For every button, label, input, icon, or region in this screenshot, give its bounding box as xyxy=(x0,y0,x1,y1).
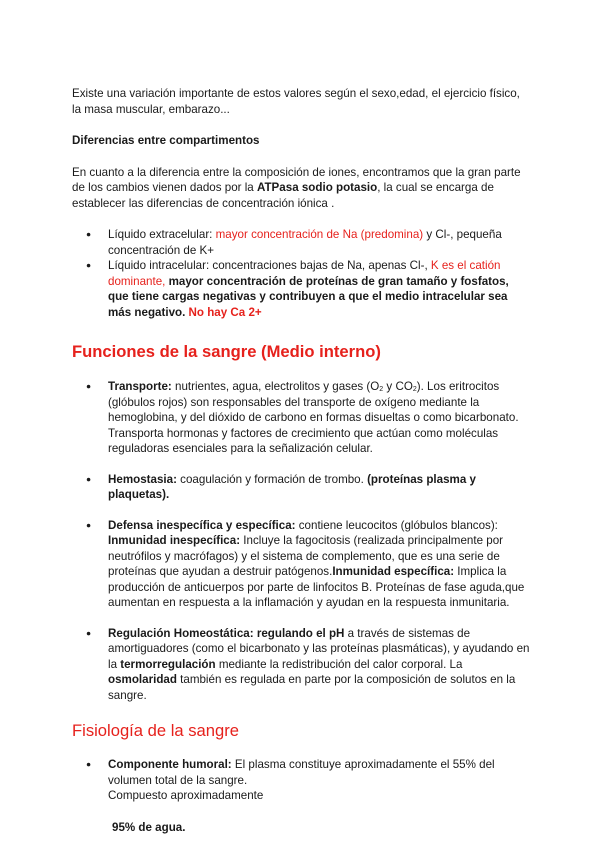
funciones-list-regulacion xyxy=(72,626,530,704)
compartments-heading: Diferencias entre compartimentos xyxy=(72,134,260,147)
agua-text: 95% de agua. xyxy=(112,820,186,834)
funciones-list-defensa xyxy=(72,518,530,611)
list-item-intracelular: ● Líquido intracelular: concentraciones bajas de Na, apenas Cl-, K es el catión dominante, mayor concentración de proteínas de gran tamaño y fosfatos, que tiene cargas negativas y contribuyen a que el medio intracelular sea más negativo. No hay Ca 2+ xyxy=(72,258,530,320)
funciones-list-transporte xyxy=(72,379,530,457)
fisiologia-list xyxy=(72,757,530,804)
section-heading-funciones: Funciones de la sangre (Medio interno) xyxy=(72,342,381,361)
intro-paragraph: Existe una variación importante de estos valores según el sexo,edad, el ejercicio físico, la masa muscular, embarazo... xyxy=(72,87,520,116)
funciones-list-hemostasia xyxy=(72,472,530,503)
list-item-defensa: ● Defensa inespecífica y específica: contiene leucocitos (glóbulos blancos): Inmunidad inespecífica: Incluye la fagocitosis (realizada principalmente por neutrófilos y macrófagos) y el sistema de complemento, que es una serie de proteínas que ayudan a destruir patógenos.Inmunidad específica: Implica la producción de anticuerpos por parte de linfocitos B. Proteínas de fase aguda,que aumentan en respuesta a la inflamación y ayudan en la respuesta inmunitaria. xyxy=(72,518,530,611)
compartments-list xyxy=(72,227,530,320)
list-item-humoral: ● Componente humoral: El plasma constituye aproximadamente el 55% del volumen total de la sangre. Compuesto aproximadamente xyxy=(72,757,530,804)
compartments-paragraph: En cuanto a la diferencia entre la composición de iones, encontramos que la gran parte de los cambios vienen dados por la ATPasa sodio potasio, la cual se encarga de establecer las diferencias de concentración iónica . xyxy=(72,165,521,210)
list-item-transporte: ● Transporte: nutrientes, agua, electrolitos y gases ($O_2$ y $CO_2$). Los eritrocitos (glóbulos rojos) son responsables del transporte de oxígeno mediante la hemoglobina, y del dióxido de carbono en formas disueltas o como bicarbonato. Transporta hormonas y factores de crecimiento que actúan como moléculas reguladoras esenciales para la señalización celular. xyxy=(72,379,530,457)
section-heading-fisiologia: Fisiología de la sangre xyxy=(72,721,239,740)
list-item-hemostasia: ● Hemostasia: coagulación y formación de trombo. (proteínas plasma y plaquetas). xyxy=(72,472,530,503)
list-item-extracelular: ● Líquido extracelular: mayor concentración de Na (predomina) y Cl-, pequeña concentración de K+ xyxy=(72,227,530,258)
document-page xyxy=(72,86,530,835)
list-item-regulacion: ● Regulación Homeostática: regulando el pH a través de sistemas de amortiguadores (como el bicarbonato y las proteínas plasmáticas), y ayudando en la termorregulación mediante la redistribución del calor corporal. La osmolaridad también es regulada en parte por la composición de solutos en la sangre. xyxy=(72,626,530,704)
